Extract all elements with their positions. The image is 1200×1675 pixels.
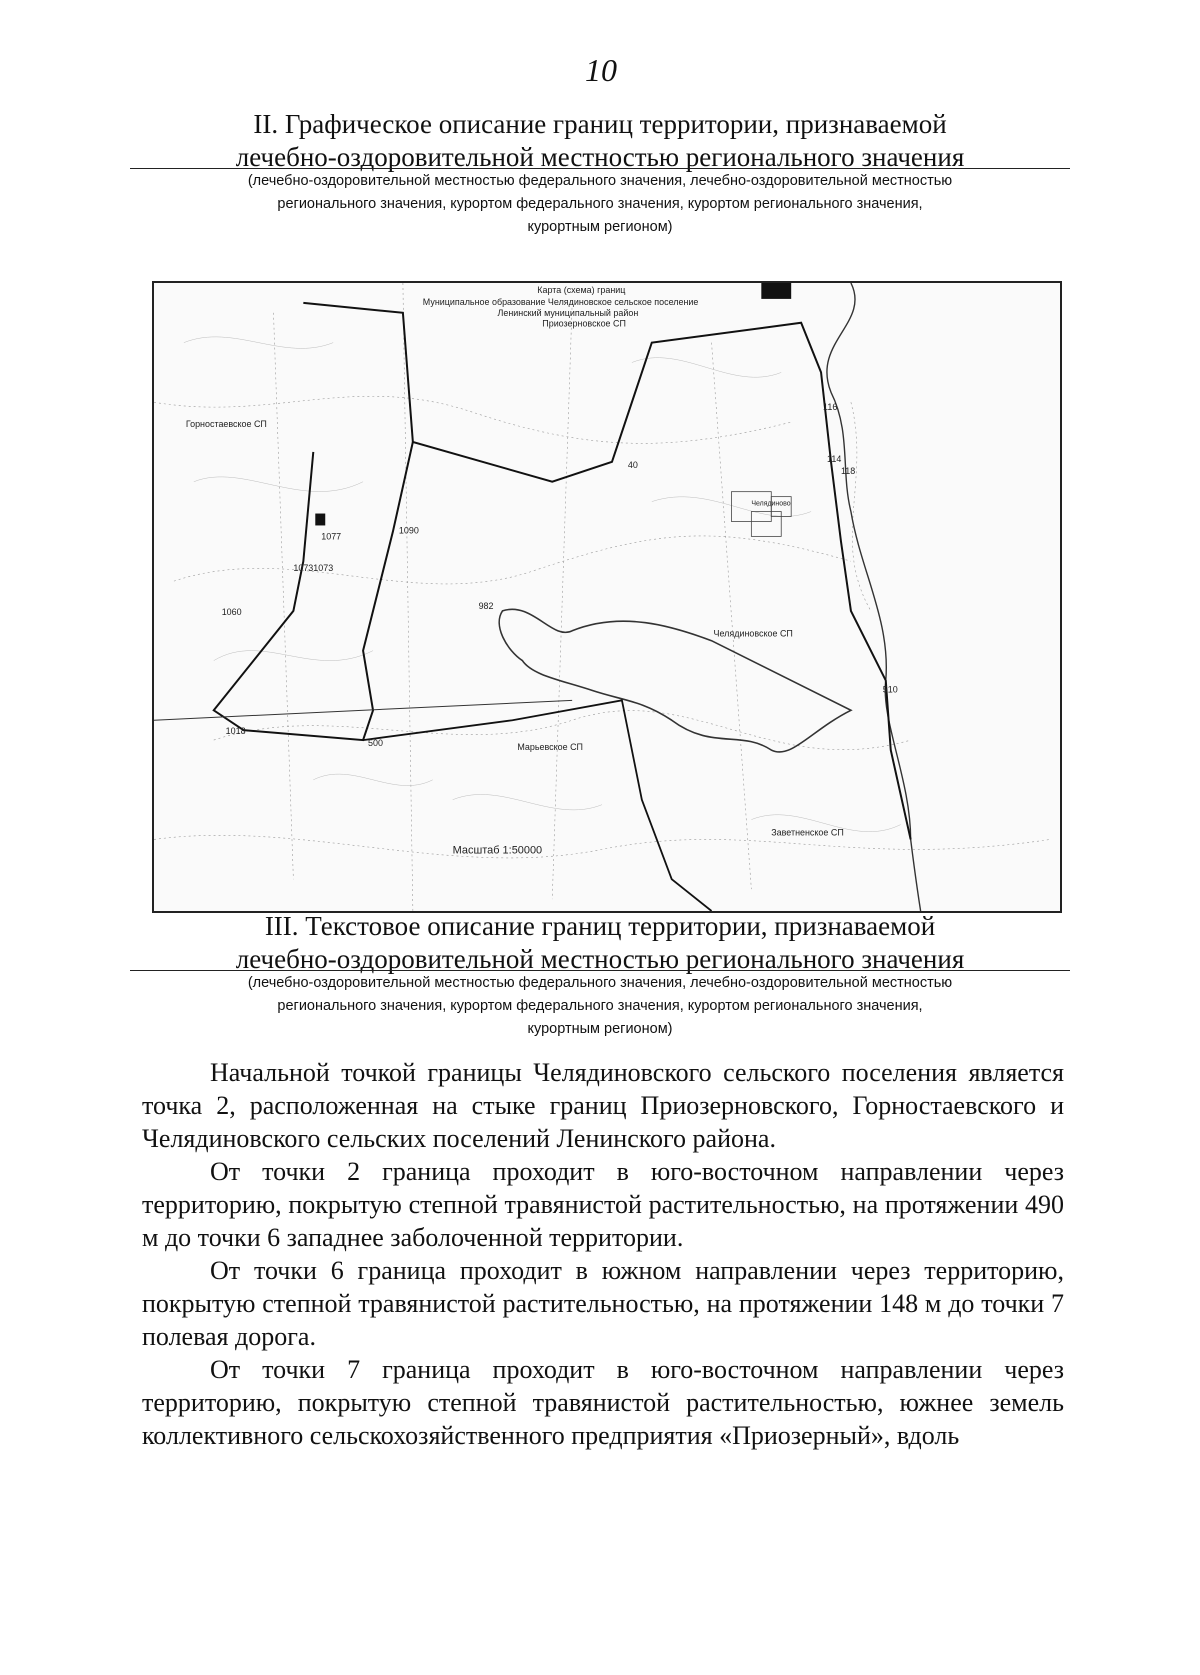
map-label-maryevskoe: Марьевское СП (517, 742, 584, 753)
map-legend-line1: Карта (схема) границ (537, 284, 626, 295)
section3-title-underline (130, 970, 1070, 971)
map-point-label: 1073 (313, 563, 334, 574)
page-number: 10 (585, 52, 617, 88)
map-label-chelyadinovskoe: Челядиновское СП (713, 628, 793, 639)
section2-title-line2: лечебно-оздоровительной местностью регионального значения (235, 142, 965, 172)
map-contours (184, 337, 901, 832)
map-scale-label: Масштаб 1:50000 (452, 844, 543, 857)
map-point-label: 1077 (321, 531, 342, 542)
map-point-label: 1018 (225, 726, 246, 737)
section3-title-line2: лечебно-оздоровительной местностью регионального значения (235, 944, 965, 974)
map-label-village: Челядиново (751, 500, 791, 508)
boundary-map (152, 281, 1062, 913)
map-dark-spot (315, 514, 325, 526)
paragraph: От точки 6 граница проходит в южном направлении через территорию, покрытую степной травянистой растительностью, на протяжении 148 м до точки 7 полевая дорога. (142, 1256, 1064, 1351)
map-roads (154, 283, 1050, 911)
section2-subtitle-line2: регионального значения, курортом федерального значения, курортом регионального значения, (277, 196, 923, 212)
map-straight-line (154, 700, 572, 720)
map-point-label: 1060 (221, 606, 242, 617)
map-legend-line3: Ленинский муниципальный район (497, 307, 639, 318)
map-label-gornostaevskoe: Горностаевское СП (185, 419, 267, 430)
map-dark-block (761, 283, 791, 299)
map-village-chelyadinovo (731, 492, 791, 537)
map-point-label: 982 (478, 600, 494, 611)
map-point-label: 500 (368, 738, 383, 749)
map-boundary-west (214, 442, 413, 740)
map-point-label: 114 (827, 453, 842, 464)
paragraph: Начальной точкой границы Челядиновского сельского поселения является точка 2, расположенная на стыке границ Приозерновского, Горностаевского и Челядиновского сельских поселений Ленинского района. (142, 1058, 1064, 1153)
map-lake (499, 609, 851, 752)
section3-subtitle-line2: регионального значения, курортом федерального значения, курортом регионального значения, (277, 998, 923, 1014)
section3-subtitle-line3: курортным регионом) (527, 1021, 673, 1037)
map-point-label: 116 (823, 402, 838, 413)
map-point-label: 510 (882, 684, 898, 695)
body-text (142, 1056, 1064, 1452)
section3-subtitle-line1: (лечебно-оздоровительной местностью федерального значения, лечебно-оздоровительной местностью (247, 975, 953, 991)
map-boundary-main (303, 303, 910, 840)
map-point-label: 1073 (293, 563, 314, 574)
paragraph: От точки 2 граница проходит в юго-восточном направлении через территорию, покрытую степной травянистой растительностью, на протяжении 490 м до точки 6 западнее заболоченной территории. (142, 1157, 1064, 1252)
paragraph: От точки 7 граница проходит в юго-восточном направлении через территорию, покрытую степной травянистой растительностью, южнее земель коллективного сельскохозяйственного предприятия «Приозерный», вдоль (142, 1355, 1064, 1450)
map-boundary-south (363, 700, 711, 911)
section2-title-line1: II. Графическое описание границ территории, признаваемой (253, 109, 947, 139)
map-legend-line2: Муниципальное образование Челядиновское сельское поселение (422, 296, 699, 307)
map-point-label: 118 (840, 465, 856, 476)
section3-title-line1: III. Текстовое описание границ территории, признаваемой (264, 911, 936, 941)
map-point-label: 40 (627, 459, 638, 470)
map-drawing (154, 283, 1060, 911)
section2-title-underline (130, 168, 1070, 169)
map-legend-line4: Приозерновское СП (542, 318, 626, 329)
map-label-zavetnenskoe: Заветненское СП (771, 827, 844, 838)
section2-subtitle-line1: (лечебно-оздоровительной местностью федерального значения, лечебно-оздоровительной местностью (247, 173, 953, 189)
section2-subtitle-line3: курортным регионом) (527, 219, 673, 235)
map-point-label: 1090 (398, 525, 419, 536)
